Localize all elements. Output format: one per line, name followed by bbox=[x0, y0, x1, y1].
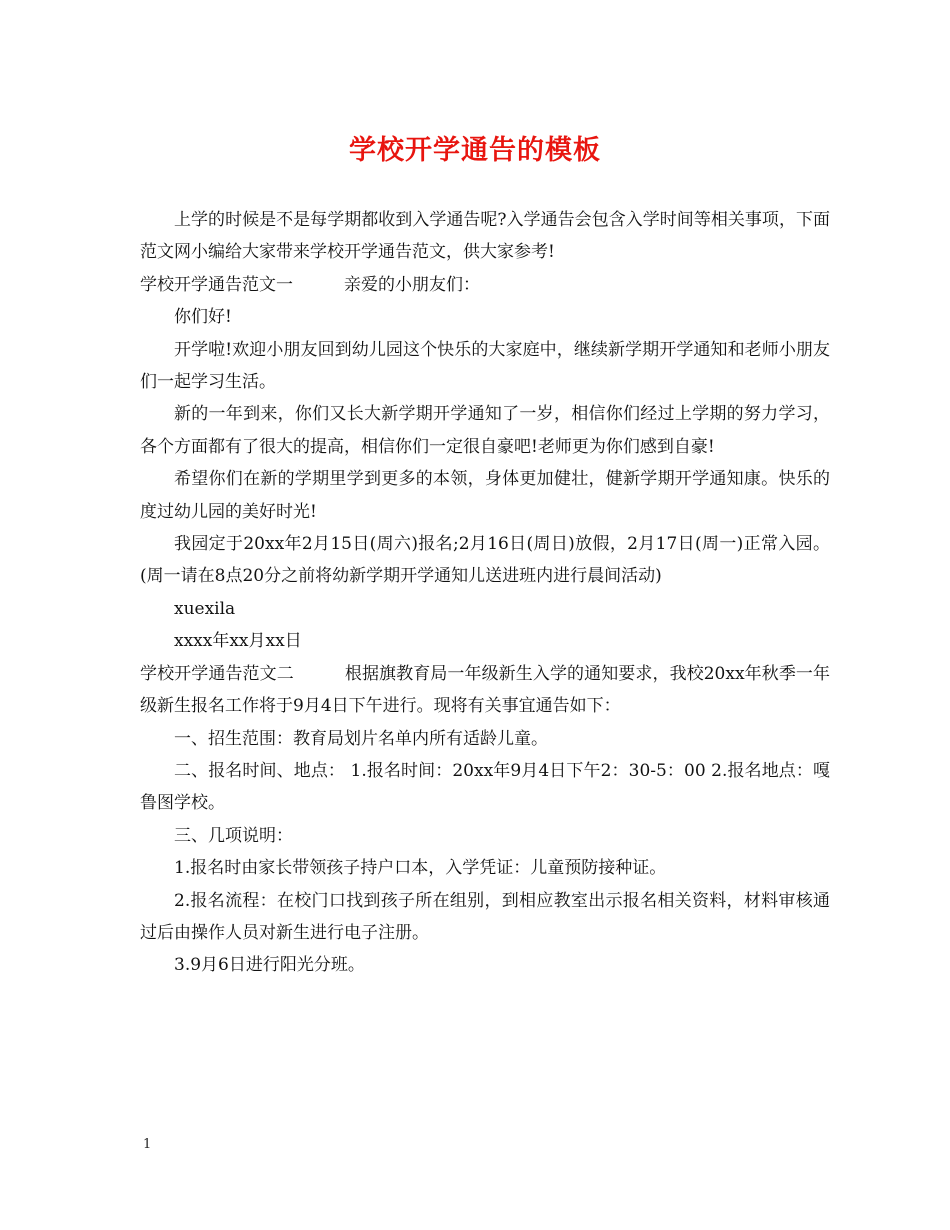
section-two-heading: 学校开学通告范文二 bbox=[140, 663, 294, 684]
greeting-paragraph: 你们好! bbox=[174, 307, 232, 328]
section-one-heading: 学校开学通告范文一 bbox=[140, 274, 293, 295]
section-two-paragraph bbox=[140, 658, 830, 723]
welcome-paragraph: 开学啦!欢迎小朋友回到幼儿园这个快乐的大家庭中，继续新学期开学通知和老师小朋友们一起学习生活。 bbox=[140, 339, 830, 393]
schedule-paragraph: 我园定于20xx年2月15日(周六)报名;2月16日(周日)放假，2月17日(周一)正常入园。(周一请在8点20分之前将幼新学期开学通知儿送进班内进行晨间活动) bbox=[140, 534, 830, 587]
document-body bbox=[140, 204, 830, 982]
document-title: 学校开学通告的模板 bbox=[349, 135, 601, 166]
section-two-text: 根据旗教育局一年级新生入学的通知要求，我校20xx年秋季一年级新生报名工作将于9月4日下午进行。现将有关事宜通告如下： bbox=[140, 663, 830, 717]
note-item-3: 3.9月6日进行阳光分班。 bbox=[174, 955, 365, 976]
page-number: 1 bbox=[143, 1137, 152, 1152]
intro-paragraph: 上学的时候是不是每学期都收到入学通告呢?入学通告会包含入学时间等相关事项，下面范文网小编给大家带来学校开学通告范文，供大家参考! bbox=[140, 210, 830, 263]
registration-time-paragraph: 二、报名时间、地点： 1.报名时间：20xx年9月4日下午2：30-5：00 2.报名地点：嘎鲁图学校。 bbox=[140, 760, 830, 814]
section-one-line bbox=[140, 269, 830, 301]
note-item-2: 2.报名流程：在校门口找到孩子所在组别，到相应教室出示报名相关资料，材料审核通过后由操作人员对新生进行电子注册。 bbox=[140, 890, 830, 943]
date-line: xxxx年xx月xx日 bbox=[174, 631, 302, 652]
enrollment-scope-paragraph: 一、招生范围：教育局划片名单内所有适龄儿童。 bbox=[174, 728, 548, 749]
note-item-1: 1.报名时由家长带领孩子持户口本，入学凭证：儿童预防接种证。 bbox=[174, 858, 667, 879]
hope-paragraph: 希望你们在新的学期里学到更多的本领，身体更加健壮，健新学期开学通知康。快乐的度过幼儿园的美好时光! bbox=[140, 469, 830, 522]
new-year-paragraph: 新的一年到来，你们又长大新学期开学通知了一岁，相信你们经过上学期的努力学习，各个方面都有了很大的提高，相信你们一定很自豪吧!老师更为你们感到自豪! bbox=[140, 404, 830, 457]
signature-line: xuexila bbox=[174, 598, 236, 619]
section-one-greeting: 亲爱的小朋友们： bbox=[344, 274, 480, 295]
notes-heading: 三、几项说明： bbox=[174, 825, 293, 846]
